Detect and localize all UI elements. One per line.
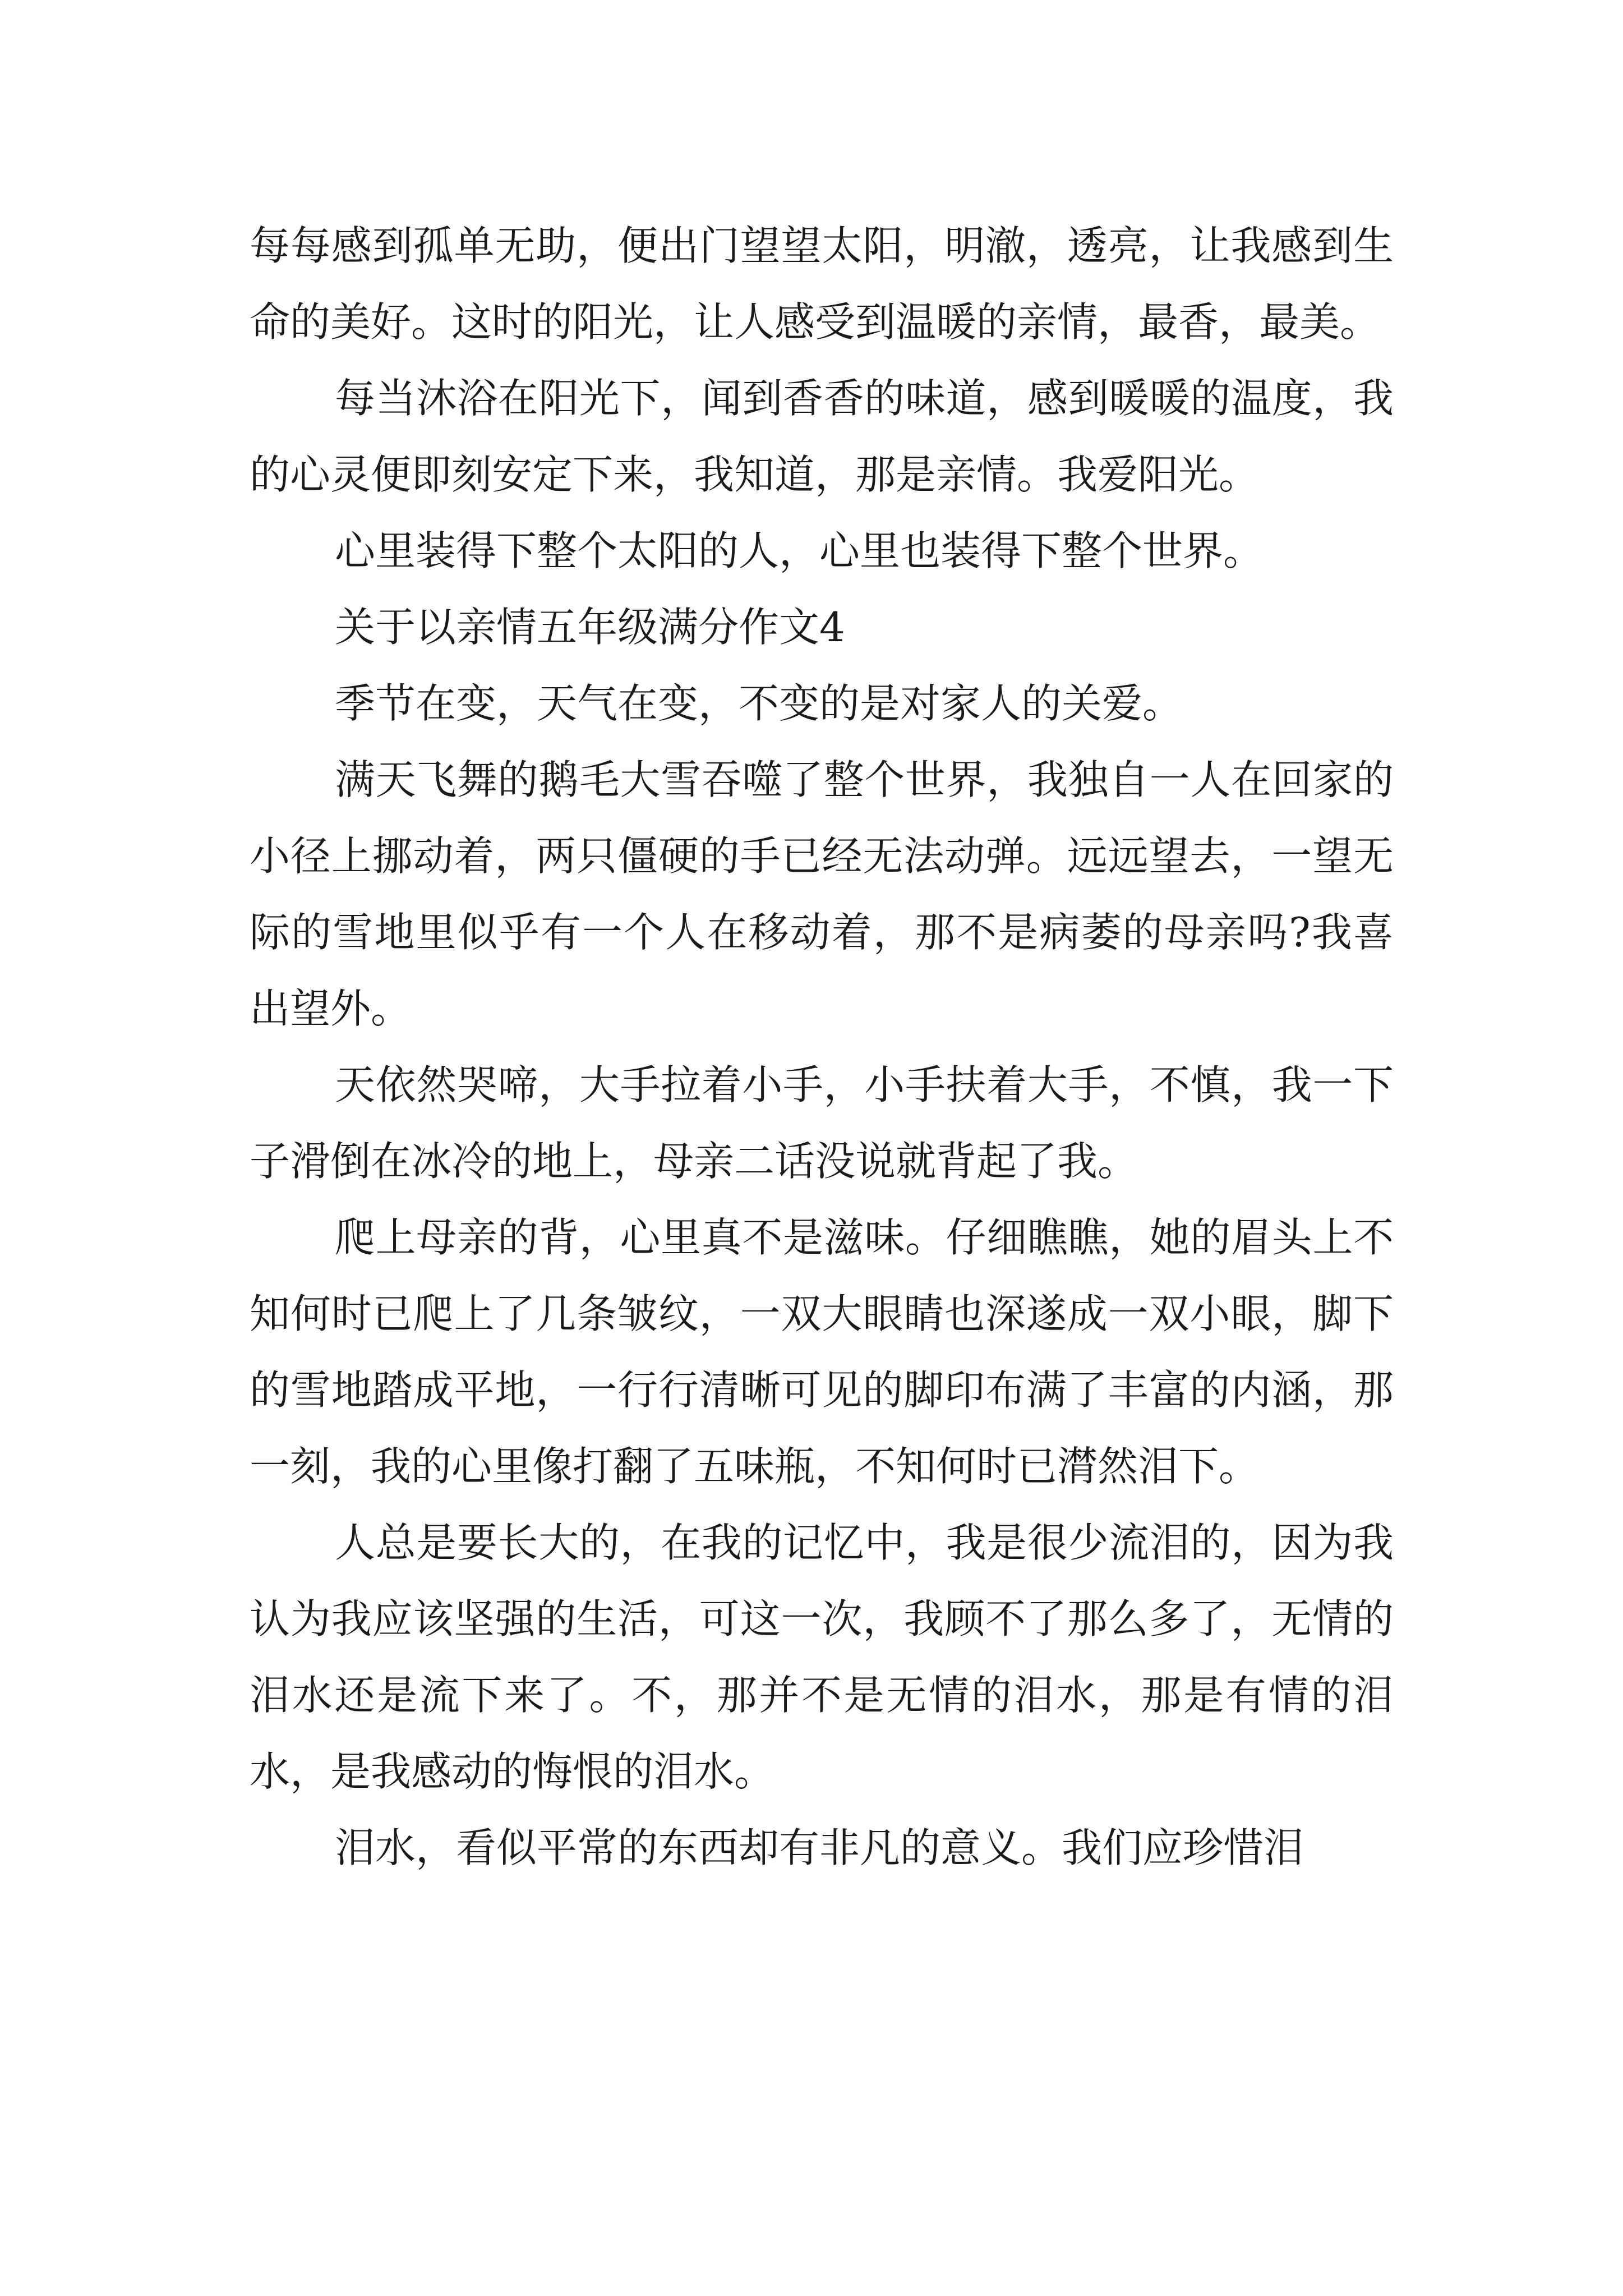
paragraph: 心里装得下整个太阳的人，心里也装得下整个世界。 xyxy=(335,527,1264,574)
section-heading: 关于以亲情五年级满分作文4 xyxy=(335,604,845,651)
article-body xyxy=(250,208,1394,1886)
paragraph: 爬上母亲的背，心里真不是滋味。仔细瞧瞧，她的眉头上不知何时已爬上了几条皱纹，一双大眼睛也深遂成一双小眼，脚下的雪地踏成平地，一行行清晰可见的脚印布满了丰富的内涵，那一刻，我的心里像打翻了五味瓶，不知何时已潸然泪下。 xyxy=(250,1214,1394,1490)
paragraph: 人总是要长大的，在我的记忆中，我是很少流泪的，因为我认为我应该坚强的生活，可这一次，我顾不了那么多了，无情的泪水还是流下来了。不，那并不是无情的泪水，那是有情的泪水，是我感动的悔恨的泪水。 xyxy=(250,1519,1394,1795)
paragraph: 每每感到孤单无助，便出门望望太阳，明澈，透亮，让我感到生命的美好。这时的阳光，让人感受到温暖的亲情，最香，最美。 xyxy=(250,222,1394,346)
paragraph: 天依然哭啼，大手拉着小手，小手扶着大手，不慎，我一下子滑倒在冰冷的地上，母亲二话没说就背起了我。 xyxy=(250,1061,1394,1185)
paragraph: 每当沐浴在阳光下，闻到香香的味道，感到暖暖的温度，我的心灵便即刻安定下来，我知道，那是亲情。我爱阳光。 xyxy=(250,375,1394,498)
paragraph: 季节在变，天气在变，不变的是对家人的关爱。 xyxy=(335,680,1183,727)
paragraph: 泪水，看似平常的东西却有非凡的意义。我们应珍惜泪 xyxy=(335,1824,1304,1871)
paragraph: 满天飞舞的鹅毛大雪吞噬了整个世界，我独自一人在回家的小径上挪动着，两只僵硬的手已经无法动弹。远远望去，一望无际的雪地里似乎有一个人在移动着，那不是病萎的母亲吗?我喜出望外。 xyxy=(250,756,1394,1032)
